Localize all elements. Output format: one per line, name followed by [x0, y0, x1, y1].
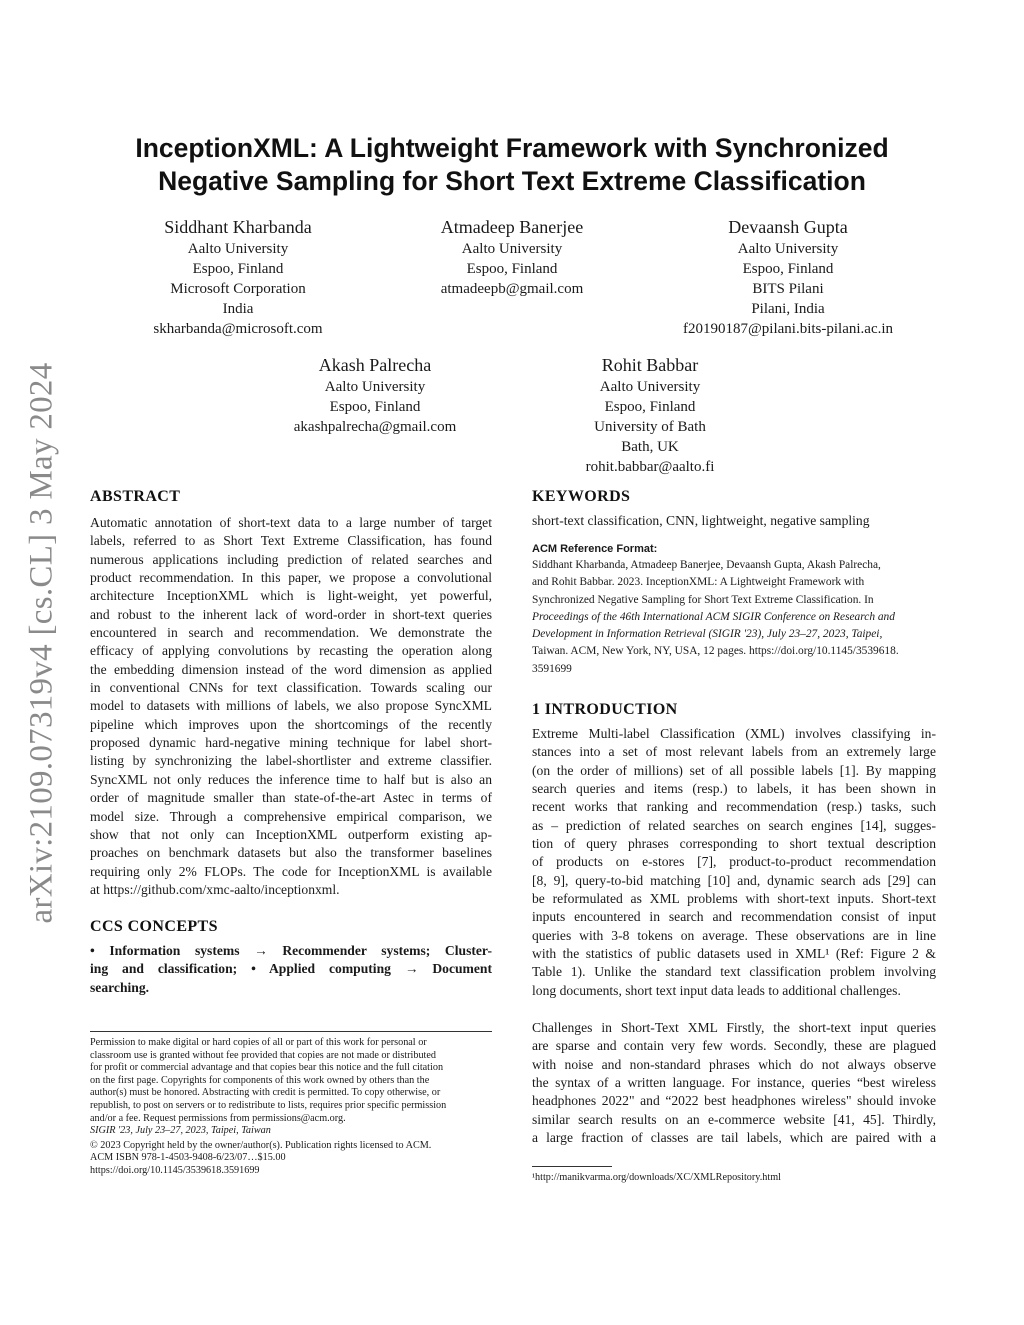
footnote-line: republish, to post on servers or to redistribute to lists, requires prior specific permission	[90, 1099, 447, 1111]
footnote-line: Permission to make digital or hard copies of all or part of this work for personal or	[90, 1037, 427, 1048]
abstract-heading: ABSTRACT	[90, 488, 181, 505]
author-block	[88, 215, 388, 339]
author-affiliation: Espoo, Finland	[329, 399, 421, 415]
author-email[interactable]: skharbanda@microsoft.com	[153, 321, 323, 337]
footnote-line: for profit or commercial advantage and that copies bear this notice and the full citation	[90, 1062, 444, 1074]
abstract-line: efficacy of applying convolutions by recasting the operation along	[90, 643, 492, 659]
copyright-line: © 2023 Copyright held by the owner/author(s). Publication rights licensed to ACM.	[90, 1139, 432, 1151]
author-affiliation: Pilani, India	[751, 301, 825, 317]
reference-line: Development in Information Retrieval (SIGIR '23), July 23–27, 2023, Taipei,	[532, 628, 883, 641]
author-affiliation: Espoo, Finland	[192, 261, 284, 277]
paper-title	[90, 132, 934, 198]
challenges-line: Challenges in Short-Text XML Firstly, the short-text input queries	[532, 1020, 936, 1035]
author-name: Devaansh Gupta	[728, 217, 848, 237]
introduction-body	[532, 725, 936, 1000]
intro-line: with the statistics of public datasets used in XML¹ (Ref: Figure 2 &	[532, 946, 936, 962]
arxiv-stamp	[12, 355, 72, 930]
ccs-body	[90, 942, 492, 997]
reference-line: Taiwan. ACM, New York, NY, USA, 12 pages. https://doi.org/10.1145/3539618.	[532, 645, 899, 658]
intro-line: long documents, short text input data leads to additional challenges.	[532, 982, 901, 998]
ccs-heading: CCS CONCEPTS	[90, 918, 218, 935]
footnote-divider	[90, 1031, 492, 1032]
abstract-line: Automatic annotation of short-text data to a large number of target	[90, 515, 492, 530]
reference-line: Proceedings of the 46th International ACM SIGIR Conference on Research and	[532, 610, 895, 623]
abstract-line: encountered in search and recommendation. We demonstrate the	[90, 625, 492, 641]
author-name: Rohit Babbar	[601, 355, 699, 375]
intro-line: search queries and items (resp.) to labels, it has been shown in	[532, 781, 936, 797]
abstract-line: pipeline which improves upon the shortcomings of the recently	[90, 716, 492, 732]
author-email[interactable]: rohit.babbar@aalto.fi	[585, 459, 715, 475]
author-block	[500, 353, 800, 477]
intro-line: Extreme Multi-label Classification (XML) involves classifying in-	[532, 726, 936, 741]
challenges-line: headphones 2022" and “2022 best headphones wireless" should invoke	[532, 1093, 936, 1109]
author-affiliation: Aalto University	[461, 241, 563, 257]
ccs-line: ing and classification; • Applied computing → Document	[90, 961, 492, 977]
abstract-line: requiring only 2% FLOPs. The code for InceptionXML is available	[90, 863, 492, 879]
author-block	[362, 215, 662, 299]
author-affiliation: Bath, UK	[621, 439, 679, 455]
author-affiliation: Espoo, Finland	[742, 261, 834, 277]
abstract-line: order of magnitude smaller than state-of-the-art Astec in terms of	[90, 790, 492, 806]
author-name: Atmadeep Banerjee	[440, 217, 584, 237]
abstract-body	[90, 514, 492, 899]
intro-line: queries with 3-8 tokens on average. These observations are in line	[532, 927, 936, 943]
keywords-text: short-text classification, CNN, lightweight, negative sampling	[532, 513, 870, 528]
intro-line: as – prediction of related searches on search engines [14], sugges-	[532, 817, 936, 833]
abstract-line: in conventional CNNs for text classification. Towards scaling our	[90, 680, 492, 696]
intro-line: [8, 9], query-to-bid matching [10] and, dynamic search ads [29] can	[532, 872, 936, 888]
abstract-line: model to datasets with millions of labels, we also propose SyncXML	[90, 698, 492, 714]
author-block	[225, 353, 525, 437]
author-affiliation: India	[222, 301, 254, 317]
author-affiliation: Aalto University	[599, 379, 701, 395]
abstract-line: numerous applications including prediction of related searches and	[90, 551, 492, 567]
intro-line: recent works that ranking and recommendation (resp.) tasks, such	[532, 799, 936, 815]
intro-line: of products on e-stores [7], product-to-product recommendation	[532, 854, 936, 870]
author-email[interactable]: atmadeepb@gmail.com	[440, 281, 584, 297]
acm-reference-heading: ACM Reference Format:	[532, 543, 658, 555]
intro-line: (on the order of millions) set of all possible labels [1]. By mapping	[532, 762, 936, 778]
challenges-line: similar search results on an e-commerce website [41, 45]. Thirdly,	[532, 1111, 936, 1127]
permission-footnote	[90, 1037, 492, 1178]
abstract-line: the embedding dimension instead of the word dimension as applied	[90, 661, 492, 677]
reference-line: Siddhant Kharbanda, Atmadeep Banerjee, Devaansh Gupta, Akash Palrecha,	[532, 559, 881, 571]
author-block	[638, 215, 938, 339]
ccs-line: searching.	[90, 979, 150, 995]
arxiv-id: arXiv:2109.07319v4 [cs.CL] 3 May 2024	[23, 361, 60, 924]
intro-line: be reformulated as XML problems with short-text inputs. Short-text	[532, 891, 936, 907]
author-affiliation: BITS Pilani	[752, 281, 824, 297]
author-affiliation: Aalto University	[187, 241, 289, 257]
abstract-line: SyncXML not only reduces the inference time to half but is also an	[90, 771, 492, 787]
doi-link[interactable]: https://doi.org/10.1145/3539618.3591699	[90, 1164, 260, 1176]
abstract-line: show that not only can InceptionXML outperform existing ap-	[90, 826, 492, 842]
reference-line: and Rohit Babbar. 2023. InceptionXML: A Lightweight Framework with	[532, 576, 865, 589]
footnote-divider	[532, 1166, 612, 1167]
author-affiliation: Aalto University	[737, 241, 839, 257]
abstract-line: labels, referred to as Short Text Extreme Classification, has found	[90, 533, 492, 549]
abstract-line: model size. Through a comprehensive empirical comparison, we	[90, 808, 492, 824]
ccs-line: • Information systems → Recommender systems; Cluster-	[90, 943, 492, 958]
author-name: Akash Palrecha	[318, 355, 432, 375]
abstract-line: proposed dynamic hard-negative mining technique for label short-	[90, 735, 492, 751]
author-affiliation: University of Bath	[594, 419, 706, 435]
author-email[interactable]: akashpalrecha@gmail.com	[293, 419, 457, 435]
abstract-line: product recommendation. In this paper, we propose a convolutional	[90, 570, 492, 586]
abstract-line: and robust to the inherent lack of word-order in short-text queries	[90, 606, 492, 622]
footnote-url[interactable]: ¹http://manikvarma.org/downloads/XC/XMLRepository.html	[532, 1172, 781, 1183]
url-footnote	[532, 1172, 936, 1185]
intro-line: inputs encountered in search and recommendation consist of input	[532, 909, 936, 925]
intro-line: Table 1). Unlike the standard text classification problem involving	[532, 964, 936, 980]
title-line-1: InceptionXML: A Lightweight Framework with Synchronized	[135, 133, 889, 163]
author-affiliation: Espoo, Finland	[604, 399, 696, 415]
abstract-line: architecture InceptionXML which is light-weight, yet powerful,	[90, 588, 492, 604]
intro-line: stances into a set of most relevant labels from an extremely large	[532, 744, 936, 760]
venue-line: SIGIR '23, July 23–27, 2023, Taipei, Taiwan	[90, 1125, 271, 1137]
abstract-line: listing by synchronizing the label-shortlister and extreme classifier.	[90, 753, 492, 769]
footnote-line: on the first page. Copyrights for components of this work owned by others than the	[90, 1074, 430, 1086]
introduction-heading: 1 INTRODUCTION	[532, 701, 678, 718]
challenges-paragraph	[532, 1019, 936, 1147]
intro-line: tion of query phrases corresponding to short textual description	[532, 836, 936, 852]
abstract-line: proaches on benchmark datasets but also the transformer baselines	[90, 845, 492, 861]
author-affiliation: Aalto University	[324, 379, 426, 395]
challenges-line: the syntax of a written language. For instance, queries “best wireless	[532, 1075, 936, 1091]
acm-reference-body	[532, 557, 936, 678]
challenges-line: are sparse and contain very few words. Secondly, these are plagued	[532, 1038, 936, 1054]
challenges-line: a large fraction of classes are tail labels, which are paired with a	[532, 1130, 936, 1146]
author-email[interactable]: f20190187@pilani.bits-pilani.ac.in	[682, 321, 894, 337]
challenges-line: with noise and non-standard phrases which do not always observe	[532, 1056, 936, 1072]
keywords-heading: KEYWORDS	[532, 488, 631, 505]
keywords-body	[532, 512, 936, 530]
footnote-line: author(s) must be honored. Abstracting with credit is permitted. To copy otherwise, or	[90, 1087, 441, 1099]
reference-line: Synchronized Negative Sampling for Short Text Extreme Classification. In	[532, 593, 874, 606]
reference-line: 3591699	[532, 662, 572, 675]
isbn-line: ACM ISBN 978-1-4503-9408-6/23/07…$15.00	[90, 1152, 286, 1164]
title-line-2: Negative Sampling for Short Text Extreme Classification	[158, 166, 866, 196]
footnote-line: and/or a fee. Request permissions from permissions@acm.org.	[90, 1112, 346, 1124]
abstract-line: at https://github.com/xmc-aalto/inceptionxml.	[90, 881, 340, 897]
author-affiliation: Microsoft Corporation	[170, 281, 306, 297]
footnote-line: classroom use is granted without fee provided that copies are not made or distributed	[90, 1049, 436, 1061]
author-name: Siddhant Kharbanda	[164, 217, 312, 237]
author-affiliation: Espoo, Finland	[466, 261, 558, 277]
